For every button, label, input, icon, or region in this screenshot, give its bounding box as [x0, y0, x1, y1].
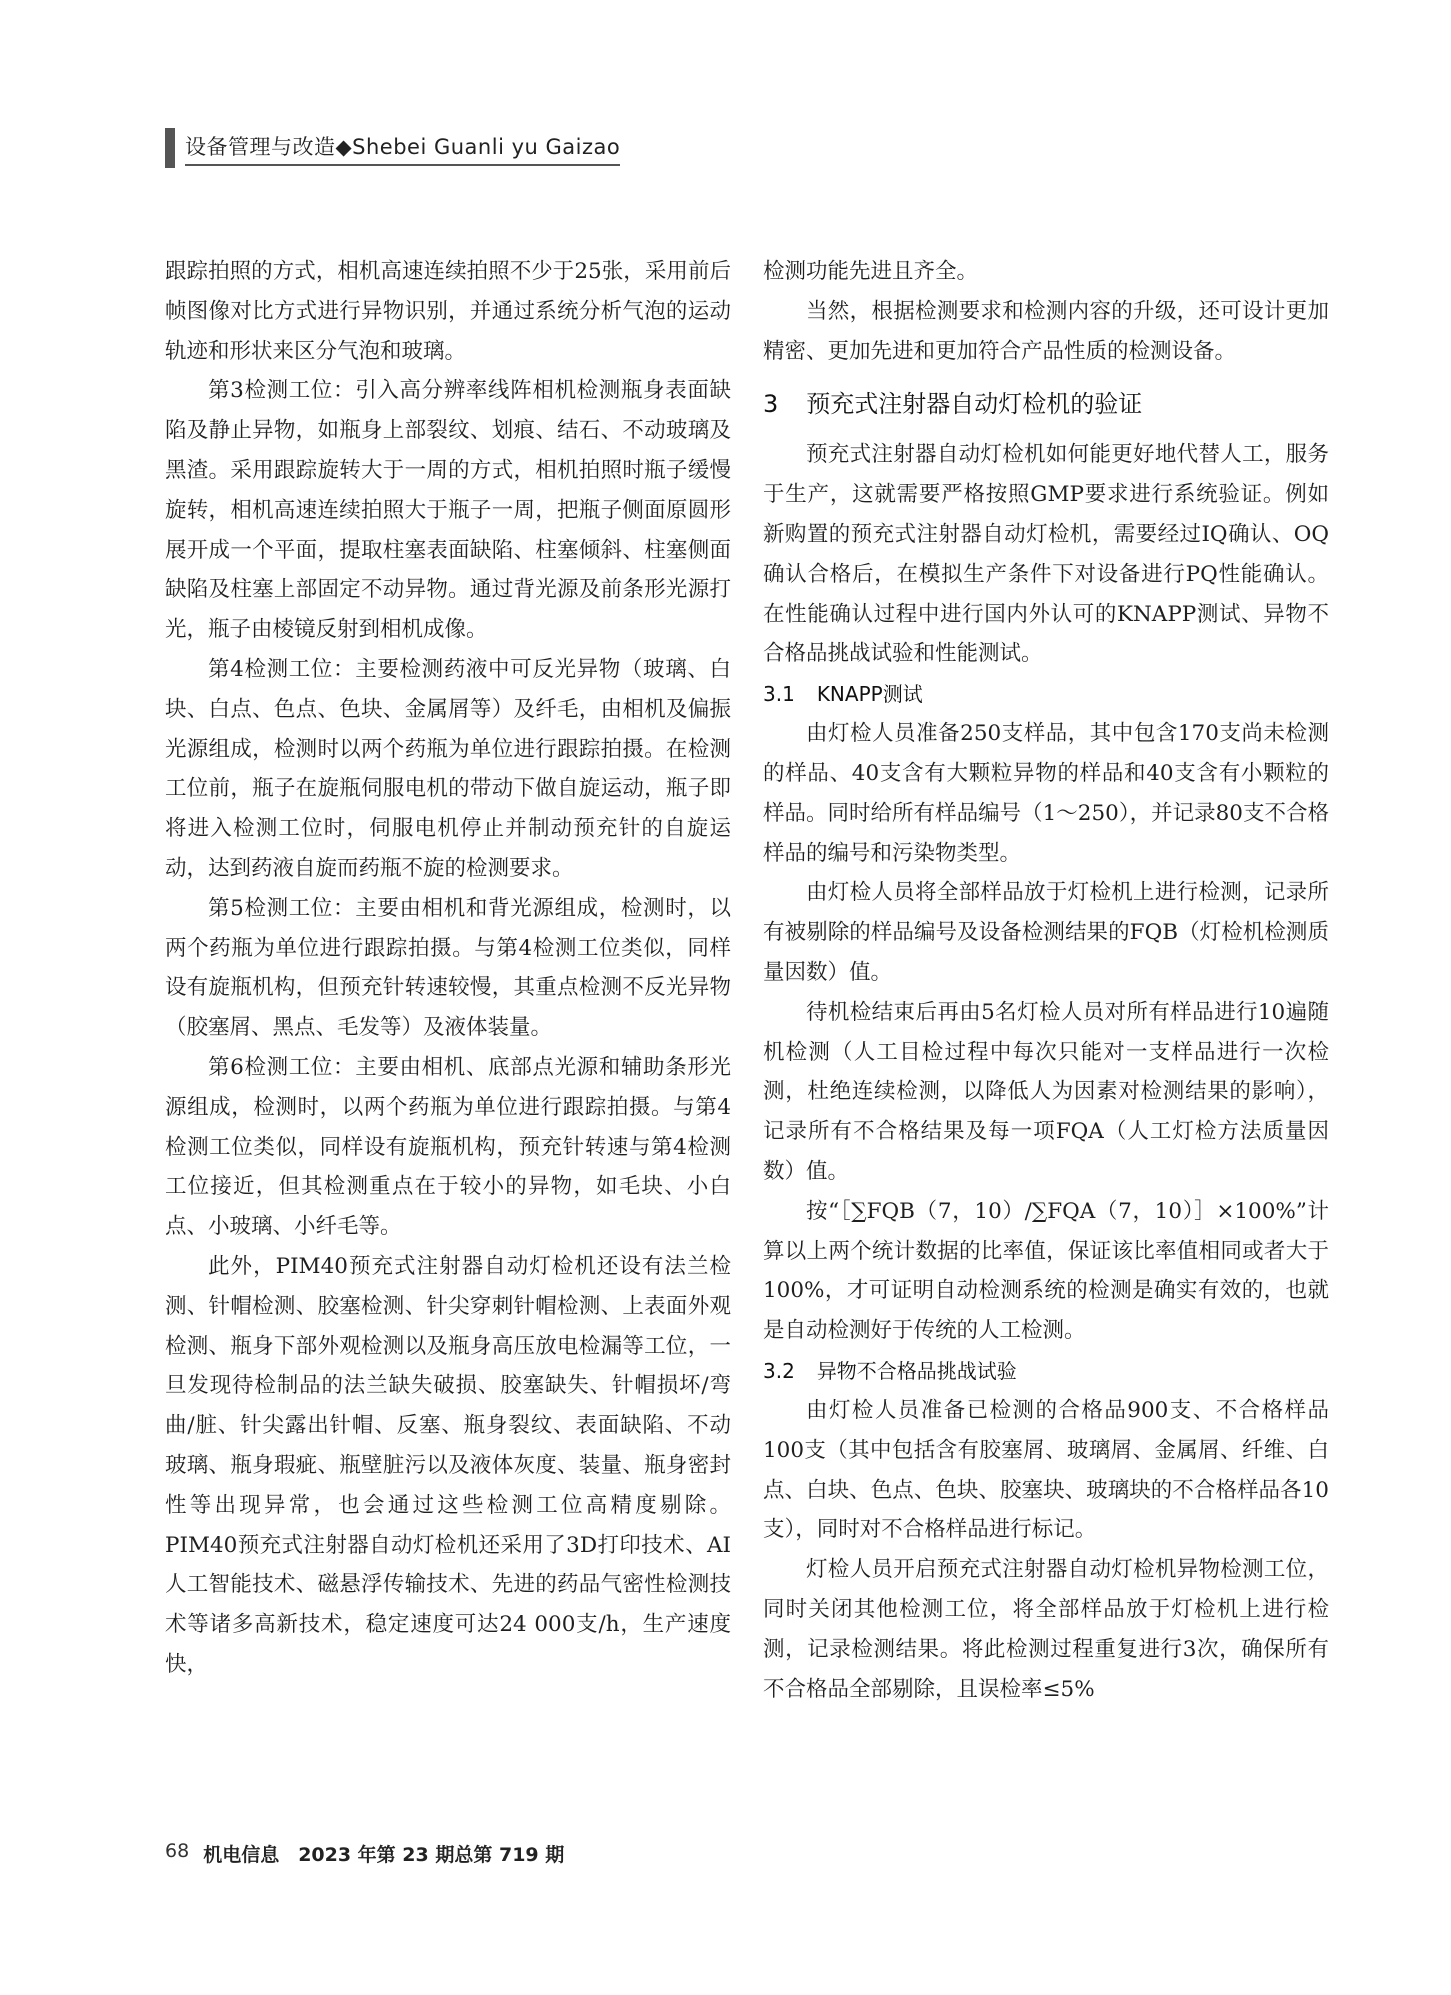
section-title: 预充式注射器自动灯检机的验证: [806, 390, 1143, 419]
paragraph: 灯检人员开启预充式注射器自动灯检机异物检测工位，同时关闭其他检测工位，将全部样品放于灯检机上进行检测，记录检测结果。将此检测过程重复进行3次，确保所有不合格品全部剔除，且误检率≤5%: [763, 1557, 1329, 1702]
header-text: 设备管理与改造◆Shebei Guanli yu Gaizao: [185, 131, 620, 166]
section-number: 3: [763, 390, 779, 419]
right-column: [763, 252, 1329, 1709]
running-header: [165, 128, 620, 168]
paragraph: 当然，根据检测要求和检测内容的升级，还可设计更加精密、更加先进和更加符合产品性质的检测设备。: [763, 298, 1329, 364]
section-heading-3-2: [763, 1351, 1329, 1391]
paragraph: 检测功能先进且齐全。: [763, 259, 979, 284]
paragraph: 按“［∑FQB（7，10）/∑FQA（7，10）］×100%”计算以上两个统计数据的比率值，保证该比率值相同或者大于100%，才可证明自动检测系统的检测是确实有效的，也就是自动检测好于传统的人工检测。: [763, 1198, 1329, 1344]
left-column: [165, 252, 731, 1685]
paragraph: 待机检结束后再由5名灯检人员对所有样品进行10遍随机检测（人工目检过程中每次只能对一支样品进行一次检测，杜绝连续检测，以降低人为因素对检测结果的影响），记录所有不合格结果及每一项FQA（人工灯检方法质量因数）值。: [763, 999, 1329, 1184]
paragraph: 第4检测工位：主要检测药液中可反光异物（玻璃、白块、白点、色点、色块、金属屑等）及纤毛，由相机及偏振光源组成，检测时以两个药瓶为单位进行跟踪拍摄。在检测工位前，瓶子在旋瓶伺服电机的带动下做自旋运动，瓶子即将进入检测工位时，伺服电机停止并制动预充针的自旋运动，达到药液自旋而药瓶不旋的检测要求。: [165, 656, 731, 881]
section-heading-3: [763, 385, 1329, 423]
paragraph: 由灯检人员将全部样品放于灯检机上进行检测，记录所有被剔除的样品编号及设备检测结果的FQB（灯检机检测质量因数）值。: [763, 880, 1329, 985]
journal-info: 机电信息 2023 年第 23 期总第 719 期: [203, 1844, 565, 1866]
section-number: 3.2: [763, 1358, 795, 1383]
section-title: KNAPP测试: [816, 682, 923, 707]
paragraph: 第6检测工位：主要由相机、底部点光源和辅助条形光源组成，检测时，以两个药瓶为单位进行跟踪拍摄。与第4检测工位类似，同样设有旋瓶机构，预充针转速与第4检测工位接近，但其检测重点在于较小的异物，如毛块、小白点、小玻璃、小纤毛等。: [165, 1054, 731, 1240]
section-number: 3.1: [763, 682, 795, 707]
paragraph: 由灯检人员准备已检测的合格品900支、不合格样品100支（其中包括含有胶塞屑、玻璃屑、金属屑、纤维、白点、白块、色点、色块、胶塞块、玻璃块的不合格样品各10支），同时对不合格样品进行标记。: [763, 1397, 1329, 1543]
paragraph: 跟踪拍照的方式，相机高速连续拍照不少于25张，采用前后帧图像对比方式进行异物识别，并通过系统分析气泡的运动轨迹和形状来区分气泡和玻璃。: [165, 259, 731, 364]
paragraph: 预充式注射器自动灯检机如何能更好地代替人工，服务于生产，这就需要严格按照GMP要求进行系统验证。例如新购置的预充式注射器自动灯检机，需要经过IQ确认、OQ确认合格后，在模拟生产条件下对设备进行PQ性能确认。在性能确认过程中进行国内外认可的KNAPP测试、异物不合格品挑战试验和性能测试。: [763, 442, 1329, 667]
paragraph: 由灯检人员准备250支样品，其中包含170支尚未检测的样品、40支含有大颗粒异物的样品和40支含有小颗粒的样品。同时给所有样品编号（1～250），并记录80支不合格样品的编号和污染物类型。: [763, 721, 1329, 866]
paragraph: 第3检测工位：引入高分辨率线阵相机检测瓶身表面缺陷及静止异物，如瓶身上部裂纹、划痕、结石、不动玻璃及黑渣。采用跟踪旋转大于一周的方式，相机拍照时瓶子缓慢旋转，相机高速连续拍照大于瓶子一周，把瓶子侧面原圆形展开成一个平面，提取柱塞表面缺陷、柱塞倾斜、柱塞侧面缺陷及柱塞上部固定不动异物。通过背光源及前条形光源打光，瓶子由棱镜反射到相机成像。: [165, 378, 731, 643]
header-bar: [165, 128, 175, 168]
section-title: 异物不合格品挑战试验: [816, 1358, 1017, 1383]
paragraph: 第5检测工位：主要由相机和背光源组成，检测时，以两个药瓶为单位进行跟踪拍摄。与第4检测工位类似，同样设有旋瓶机构，但预充针转速较慢，其重点检测不反光异物（胶塞屑、黑点、毛发等）及液体装量。: [165, 895, 731, 1041]
page-footer: [165, 1840, 564, 1867]
page-number: 68: [165, 1840, 190, 1862]
section-heading-3-1: [763, 674, 1329, 714]
paragraph: 此外，PIM40预充式注射器自动灯检机还设有法兰检测、针帽检测、胶塞检测、针尖穿刺针帽检测、上表面外观检测、瓶身下部外观检测以及瓶身高压放电检漏等工位，一旦发现待检制品的法兰缺失破损、胶塞缺失、针帽损坏/弯曲/脏、针尖露出针帽、反塞、瓶身裂纹、表面缺陷、不动玻璃、瓶身瑕疵、瓶壁脏污以及液体灰度、装量、瓶身密封性等出现异常，也会通过这些检测工位高精度剔除。PIM40预充式注射器自动灯检机还采用了3D打印技术、AI人工智能技术、磁悬浮传输技术、先进的药品气密性检测技术等诸多高新技术，稳定速度可达24 000支/h，生产速度快，: [165, 1253, 731, 1677]
